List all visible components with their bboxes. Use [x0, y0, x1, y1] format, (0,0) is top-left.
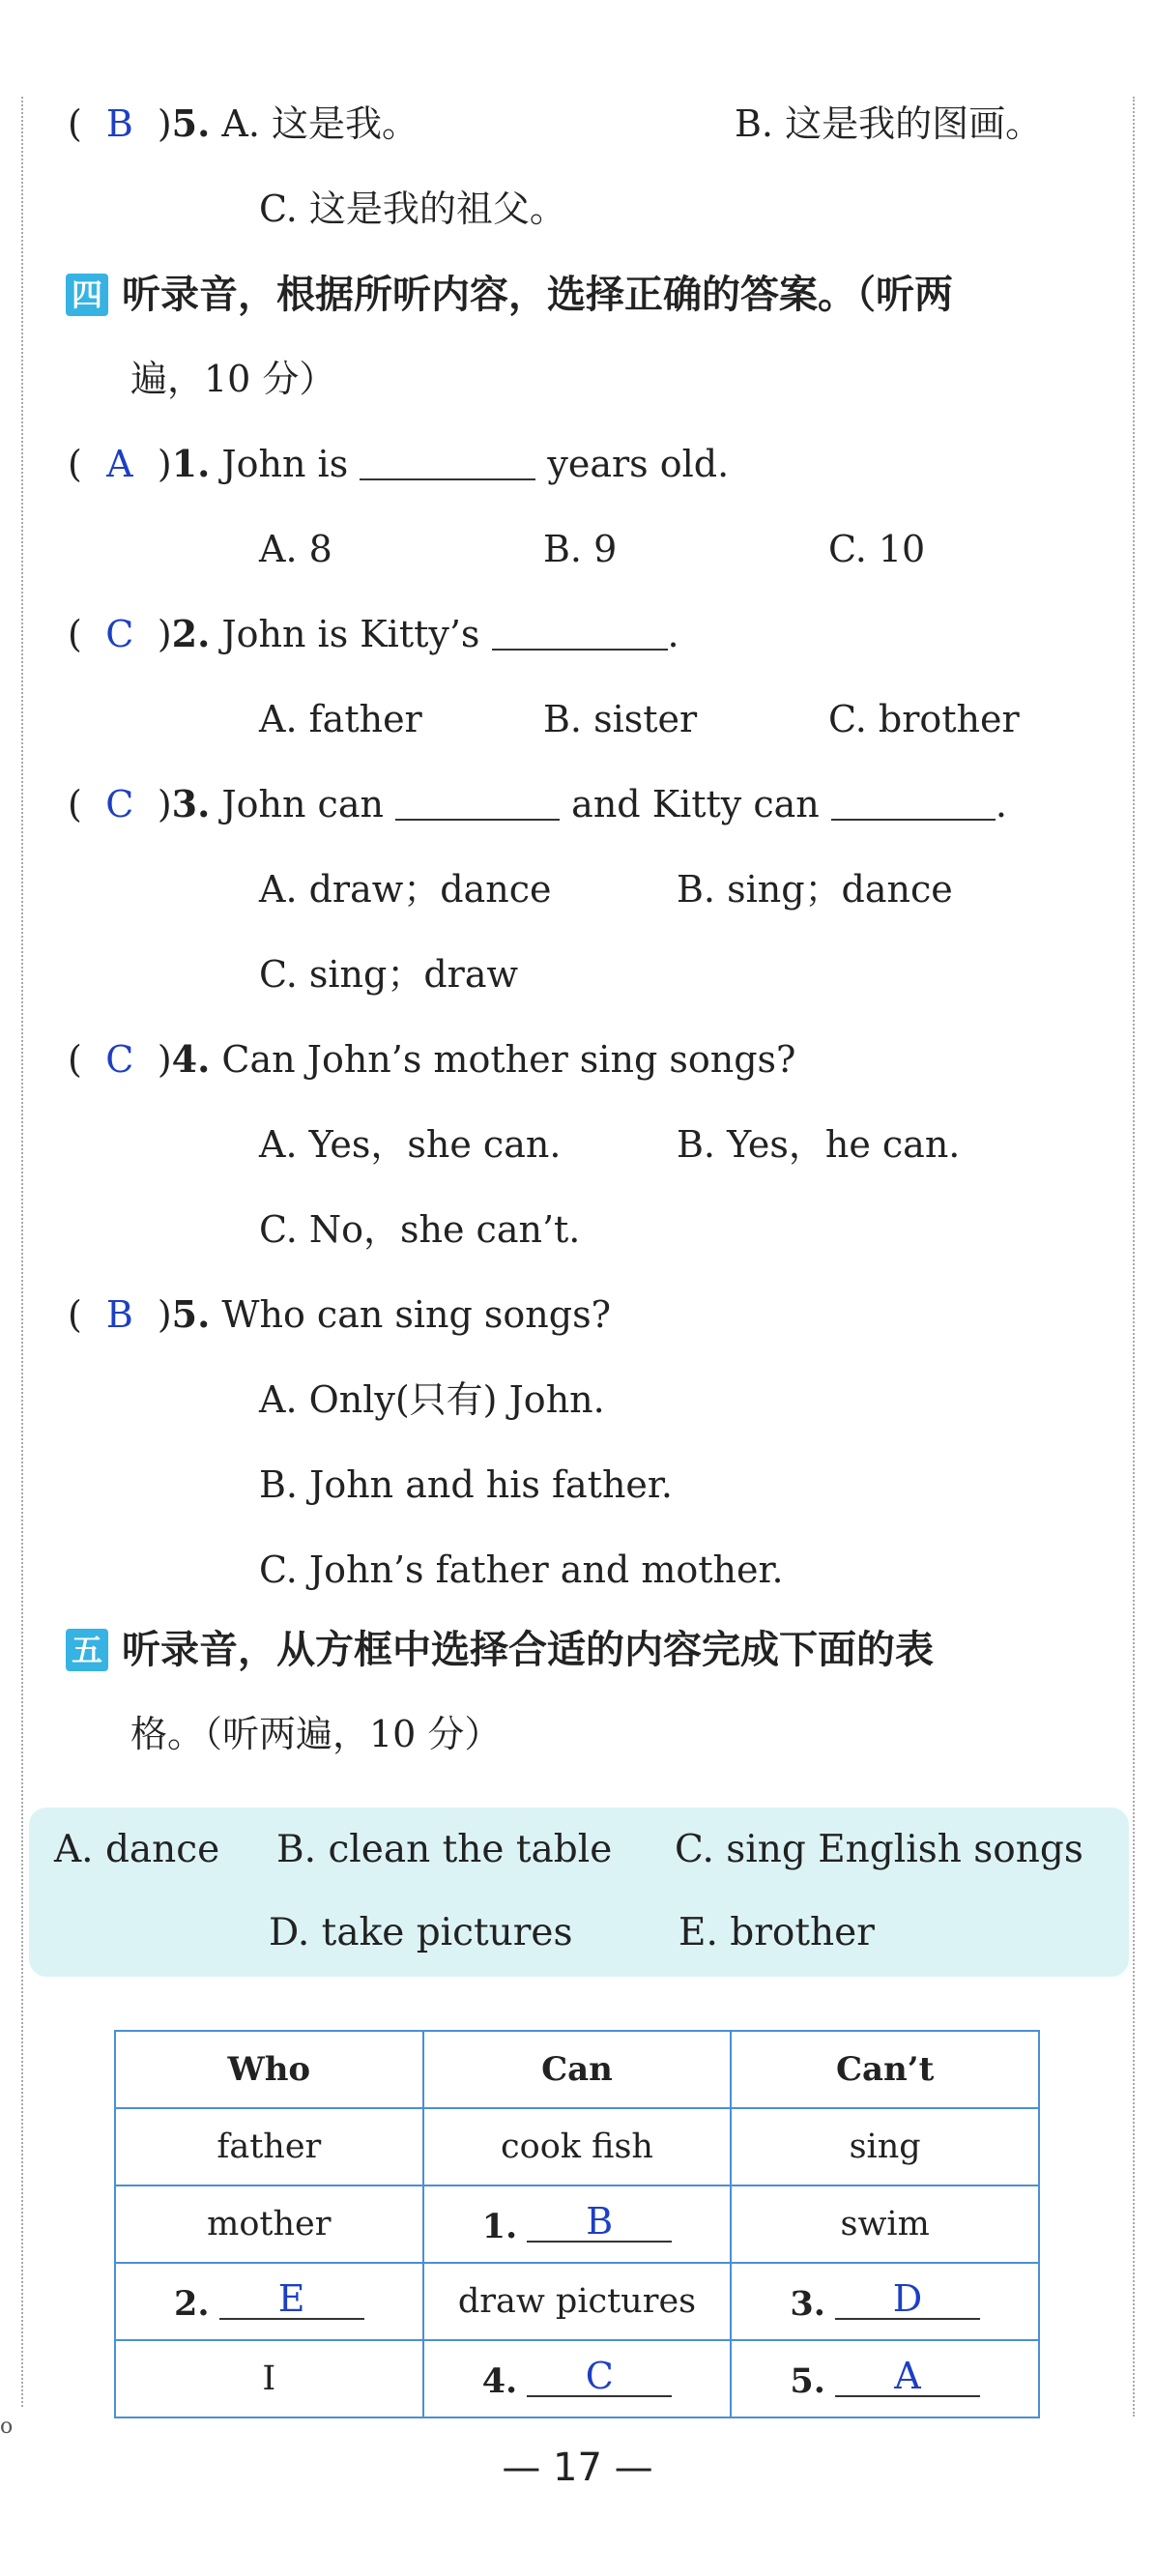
s4-q2-option-b: B. sister — [543, 698, 698, 740]
cell-can: draw pictures — [423, 2263, 732, 2340]
header-cant: Can’t — [731, 2031, 1039, 2108]
answer-table — [114, 2030, 1040, 2418]
blank-number: 4. — [481, 2361, 518, 2401]
cell-cant: sing — [731, 2108, 1039, 2185]
s4-q1-option-b: B. 9 — [543, 528, 618, 570]
stem-mid: and Kitty can — [571, 783, 820, 825]
answer-letter: C — [105, 783, 134, 825]
prev-q5-option-c: C. 这是我的祖父。 — [259, 188, 566, 230]
answer-letter: C — [105, 613, 134, 655]
choice-c: C. sing English songs — [675, 1828, 1083, 1871]
question-number: 3. — [171, 782, 211, 825]
stem-after: . — [995, 783, 1007, 825]
cell-can — [423, 2340, 732, 2417]
table-row — [115, 2340, 1039, 2417]
answer-letter: B — [105, 102, 133, 145]
prev-question-5: ( B )5. A. 这是我。 — [68, 101, 419, 145]
question-number: 5. — [171, 1292, 211, 1336]
s4-q2-option-c: C. brother — [828, 698, 1020, 740]
cell-who: I — [115, 2340, 423, 2417]
answer-blank — [395, 786, 560, 821]
stem-before: John is — [221, 443, 349, 485]
section-5-title-text: 听录音，从方框中选择合适的内容完成下面的表 — [122, 1628, 934, 1672]
filled-answer: C — [527, 2357, 672, 2397]
question-number: 2. — [171, 612, 211, 655]
section-5-title-line2: 格。（听两遍，10 分） — [130, 1713, 502, 1755]
prev-q5-option-b: B. 这是我的图画。 — [735, 102, 1043, 145]
table-header-row — [115, 2031, 1039, 2108]
table-row — [115, 2108, 1039, 2185]
cell-can: cook fish — [423, 2108, 732, 2185]
section-5-title — [66, 1626, 934, 1674]
s4-q2-option-a: A. father — [259, 698, 422, 740]
filled-answer: D — [835, 2279, 980, 2320]
stem-before: John is Kitty’s — [221, 613, 480, 655]
section-5-badge: 五 — [66, 1629, 108, 1671]
cell-who — [115, 2263, 423, 2340]
s4-question-3: ( C )3. John can and Kitty can . — [68, 782, 1007, 825]
blank-number: 1. — [481, 2207, 518, 2246]
blank-number: 2. — [174, 2284, 210, 2324]
s4-question-2: ( C )2. John is Kitty’s . — [68, 612, 679, 655]
s4-q5-option-a: A. Only(只有) John. — [259, 1378, 605, 1421]
option-a: A. 这是我。 — [221, 102, 419, 145]
right-dotted-margin — [1133, 97, 1135, 2417]
cell-cant: swim — [731, 2185, 1039, 2263]
question-number: 1. — [171, 442, 211, 485]
margin-dot: o — [0, 2415, 14, 2439]
answer-letter: C — [105, 1038, 134, 1081]
header-can: Can — [423, 2031, 732, 2108]
s4-q4-option-a: A. Yes，she can. — [259, 1123, 562, 1166]
answer-letter: B — [105, 1293, 133, 1336]
s4-q4-option-c: C. No，she can’t. — [259, 1208, 581, 1251]
section-4-badge: 四 — [66, 274, 108, 316]
answer-letter: A — [106, 443, 133, 485]
s4-question-5: ( B )5. Who can sing songs? — [68, 1292, 611, 1336]
filled-answer: B — [527, 2202, 672, 2243]
section-4-title — [66, 271, 953, 319]
question-number: 5. — [171, 101, 211, 145]
s4-q3-option-c: C. sing；draw — [259, 953, 519, 996]
s4-question-4: ( C )4. Can John’s mother sing songs? — [68, 1037, 796, 1081]
filled-answer: A — [835, 2357, 980, 2397]
cell-cant — [731, 2340, 1039, 2417]
s4-q3-option-b: B. sing；dance — [677, 868, 953, 911]
answer-blank — [360, 446, 535, 480]
question-number: 4. — [171, 1037, 211, 1081]
cell-who: mother — [115, 2185, 423, 2263]
stem: Can John’s mother sing songs? — [221, 1038, 796, 1081]
choice-a: A. dance — [54, 1828, 220, 1871]
answer-blank — [492, 616, 668, 651]
s4-q5-option-b: B. John and his father. — [259, 1463, 673, 1506]
stem-before: John can — [221, 783, 384, 825]
header-who: Who — [115, 2031, 423, 2108]
section-4-title-text: 听录音，根据所听内容，选择正确的答案。（听两 — [122, 273, 953, 317]
s4-q1-option-a: A. 8 — [259, 528, 332, 570]
stem-after: . — [667, 613, 679, 655]
blank-number: 3. — [790, 2284, 825, 2324]
s4-question-1: ( A )1. John is years old. — [68, 442, 730, 485]
s4-q4-option-b: B. Yes，he can. — [677, 1123, 961, 1166]
s4-q5-option-c: C. John’s father and mother. — [259, 1548, 784, 1591]
section-4-title-line2: 遍，10 分） — [130, 358, 336, 400]
table-row — [115, 2263, 1039, 2340]
stem-after: years old. — [547, 443, 730, 485]
s4-q1-option-c: C. 10 — [828, 528, 926, 570]
stem: Who can sing songs? — [221, 1293, 611, 1336]
page-number: — 17 — — [502, 2446, 653, 2490]
table-row — [115, 2185, 1039, 2263]
filled-answer: E — [219, 2279, 364, 2320]
choice-e: E. brother — [679, 1911, 875, 1954]
choice-d: D. take pictures — [269, 1911, 573, 1954]
s4-q3-option-a: A. draw；dance — [259, 868, 552, 911]
answer-blank — [831, 786, 996, 821]
cell-cant — [731, 2263, 1039, 2340]
blank-number: 5. — [790, 2361, 825, 2401]
left-dotted-margin — [21, 97, 23, 2407]
choice-box — [29, 1808, 1129, 1977]
cell-can — [423, 2185, 732, 2263]
cell-who: father — [115, 2108, 423, 2185]
choice-b: B. clean the table — [276, 1828, 613, 1871]
